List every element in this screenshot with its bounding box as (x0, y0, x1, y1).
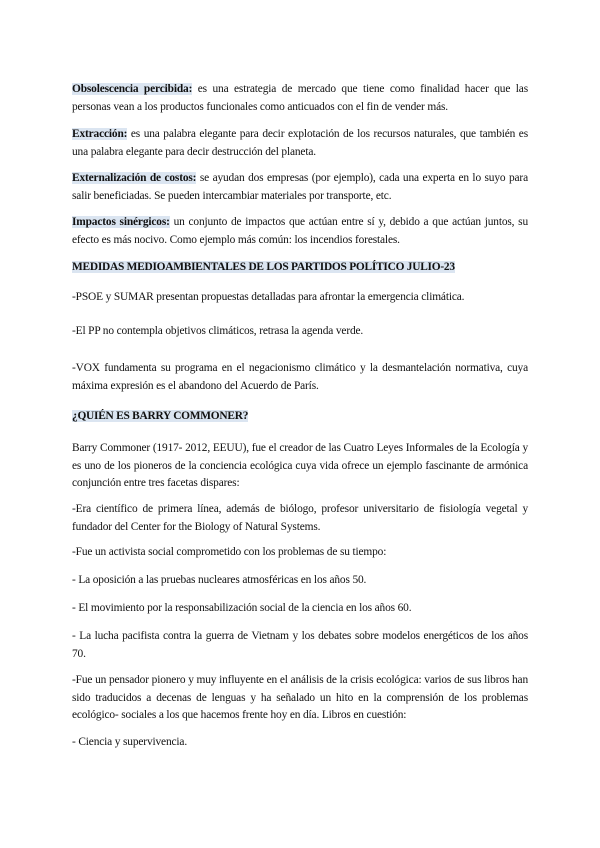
definition-text: se ayudan dos empresas (por ejemplo), cada una experta en lo suyo para salir beneficiadas. Se pueden intercambiar materiales por transporte, etc. (72, 172, 528, 202)
list-item-text: -Fue un activista social comprometido con los problemas de su tiempo: (72, 546, 387, 558)
intro-text: Barry Commoner (1917- 2012, EEUU), fue el creador de las Cuatro Leyes Informales de la Ecología y es uno de los pioneros de la conciencia ecológica cuya vida ofrece un ejemplo fascinante de armónica conjunción entre tres facetas dispares: (72, 442, 528, 490)
definition-paragraph (72, 126, 528, 161)
definition-term: Impactos sinérgicos: (72, 216, 170, 228)
definition-paragraph (72, 170, 528, 205)
section-heading (72, 259, 528, 277)
list-item (72, 672, 528, 725)
definition-text: es una estrategia de mercado que tiene como finalidad hacer que las personas vean a los productos funcionales como anticuados con el fin de vender más. (72, 83, 528, 113)
list-item-text: -El PP no contempla objetivos climáticos, retrasa la agenda verde. (72, 325, 364, 337)
list-item-text: - La lucha pacifista contra la guerra de Vietnam y los debates sobre modelos energéticos de los años 70. (72, 630, 528, 660)
list-item (72, 544, 528, 562)
list-item (72, 628, 528, 663)
list-item (72, 501, 528, 536)
list-item (72, 323, 528, 341)
list-item-text: -Era científico de primera línea, además de biólogo, profesor universitario de fisiología vegetal y fundador del Center for the Biology of Natural Systems. (72, 503, 528, 533)
list-item-text: - Ciencia y supervivencia. (72, 736, 188, 748)
list-item-text: -PSOE y SUMAR presentan propuestas detalladas para afrontar la emergencia climática. (72, 291, 465, 303)
list-item-text: - La oposición a las pruebas nucleares atmosféricas en los años 50. (72, 574, 367, 586)
list-item-text: -VOX fundamenta su programa en el negacionismo climático y la desmantelación normativa, cuya máxima expresión es el abandono del Acuerdo de París. (72, 362, 528, 392)
list-item (72, 734, 528, 752)
definition-paragraph (72, 81, 528, 116)
list-item (72, 600, 528, 618)
list-item (72, 360, 528, 395)
section-heading-text: ¿QUIÉN ES BARRY COMMONER? (72, 410, 249, 422)
section-heading (72, 408, 528, 426)
definition-paragraph (72, 214, 528, 249)
definition-term: Extracción: (72, 128, 128, 140)
definition-text: un conjunto de impactos que actúan entre sí y, debido a que actúan juntos, su efecto es más nocivo. Como ejemplo más común: los incendios forestales. (72, 216, 528, 246)
list-item-text: -Fue un pensador pionero y muy influyente en el análisis de la crisis ecológica: varios de sus libros han sido traducidos a decenas de lenguas y ha señalado un hito en la comprensión de los problemas ecológico- sociales a los que hacemos frente hoy en día. Libros en cuestión: (72, 674, 528, 722)
definition-term: Externalización de costos: (72, 172, 197, 184)
list-item (72, 289, 528, 307)
definition-text: es una palabra elegante para decir explotación de los recursos naturales, que también es una palabra elegante para decir destrucción del planeta. (72, 128, 528, 158)
intro-paragraph (72, 440, 528, 493)
section-heading-text: MEDIDAS MEDIOAMBIENTALES DE LOS PARTIDOS POLÍTICO JULIO-23 (72, 261, 455, 273)
list-item (72, 572, 528, 590)
definition-term: Obsolescencia percibida: (72, 83, 193, 95)
list-item-text: - El movimiento por la responsabilización social de la ciencia en los años 60. (72, 602, 412, 614)
